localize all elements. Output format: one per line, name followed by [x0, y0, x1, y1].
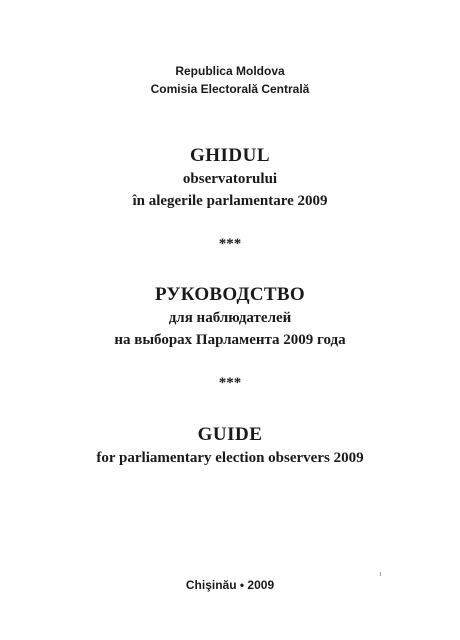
- section-separator-1: ***: [218, 236, 242, 252]
- page-mark: [380, 572, 381, 576]
- footer-place-year: Chişinău • 2009: [185, 578, 275, 592]
- title-russian: РУКОВОДСТВО: [155, 284, 305, 305]
- subtitle-english-line-1: for parliamentary election observers 2009: [96, 450, 364, 466]
- title-romanian: GHIDUL: [189, 145, 271, 166]
- title-english: GUIDE: [197, 424, 263, 445]
- section-separator-2: ***: [218, 375, 242, 391]
- subtitle-romanian-line-2: în alegerile parlamentare 2009: [132, 193, 328, 209]
- header-country: Republica Moldova: [175, 64, 285, 78]
- header-institution: Comisia Electorală Centrală: [150, 82, 310, 96]
- subtitle-russian-line-1: для наблюдателей: [168, 310, 292, 326]
- subtitle-romanian-line-1: observatorului: [182, 171, 278, 187]
- subtitle-russian-line-2: на выборах Парламента 2009 года: [114, 332, 346, 348]
